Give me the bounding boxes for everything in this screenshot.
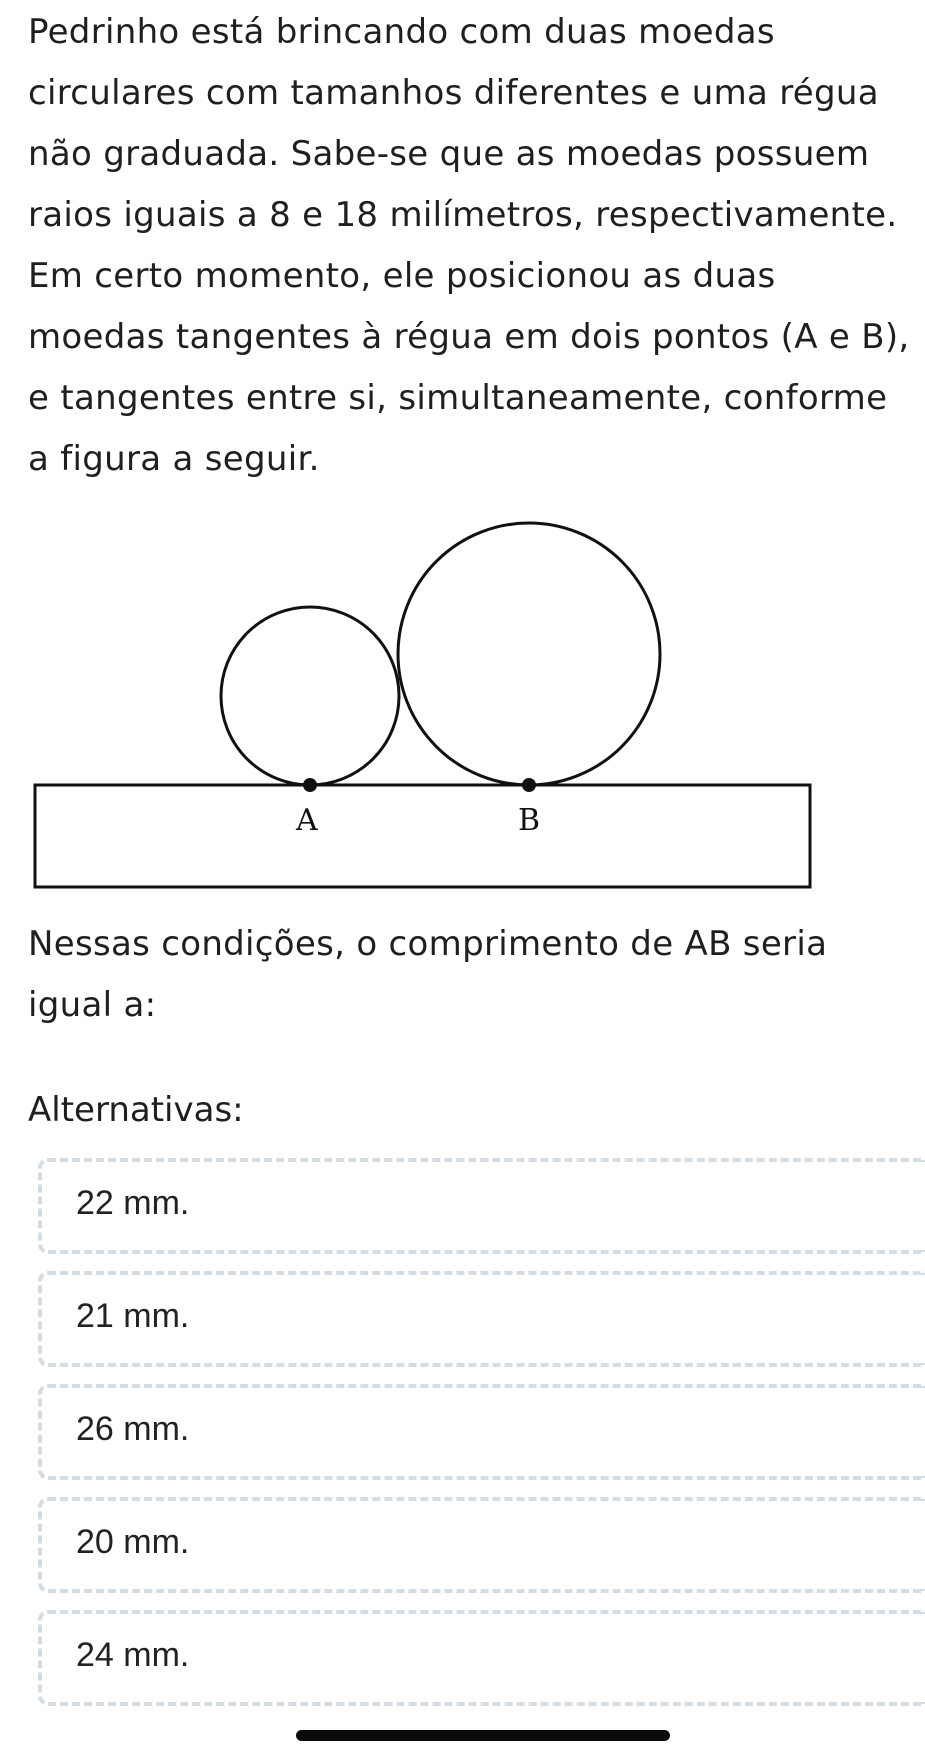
coins-ruler-figure <box>0 500 925 900</box>
question-text: Pedrinho está brincando com duas moedas circulares com tamanhos diferentes e uma régua não graduada. Sabe-se que as moedas possuem raios iguais a 8 e 18 milímetros, respectivamente. Em certo momento, ele posicionou as duas moedas tangentes à régua em dois pontos (A e B), e tangentes entre si, simultaneamente, conforme a figura a seguir. <box>28 12 910 479</box>
alternatives-title: Alternativas: <box>28 1090 244 1130</box>
home-indicator[interactable] <box>296 1730 670 1741</box>
point-b-label: B <box>518 803 541 838</box>
small-coin <box>221 607 399 785</box>
point-b-dot <box>522 778 536 792</box>
prompt-text: Nessas condições, o comprimento de AB seria igual a: <box>28 924 828 1025</box>
option-label: 26 mm. <box>76 1410 190 1448</box>
option-5[interactable] <box>38 1610 925 1706</box>
option-2[interactable] <box>38 1271 925 1367</box>
option-3[interactable] <box>38 1384 925 1480</box>
option-label: 20 mm. <box>76 1523 190 1561</box>
large-coin <box>398 523 660 785</box>
option-4[interactable] <box>38 1497 925 1593</box>
option-label: 22 mm. <box>76 1184 190 1222</box>
option-1[interactable] <box>38 1158 925 1254</box>
option-label: 24 mm. <box>76 1636 190 1674</box>
point-a-label: A <box>296 803 318 838</box>
figure-drawing <box>0 500 925 900</box>
ruler <box>35 785 810 887</box>
alternatives-list <box>38 1158 925 1723</box>
point-a-dot <box>303 778 317 792</box>
option-label: 21 mm. <box>76 1297 190 1335</box>
